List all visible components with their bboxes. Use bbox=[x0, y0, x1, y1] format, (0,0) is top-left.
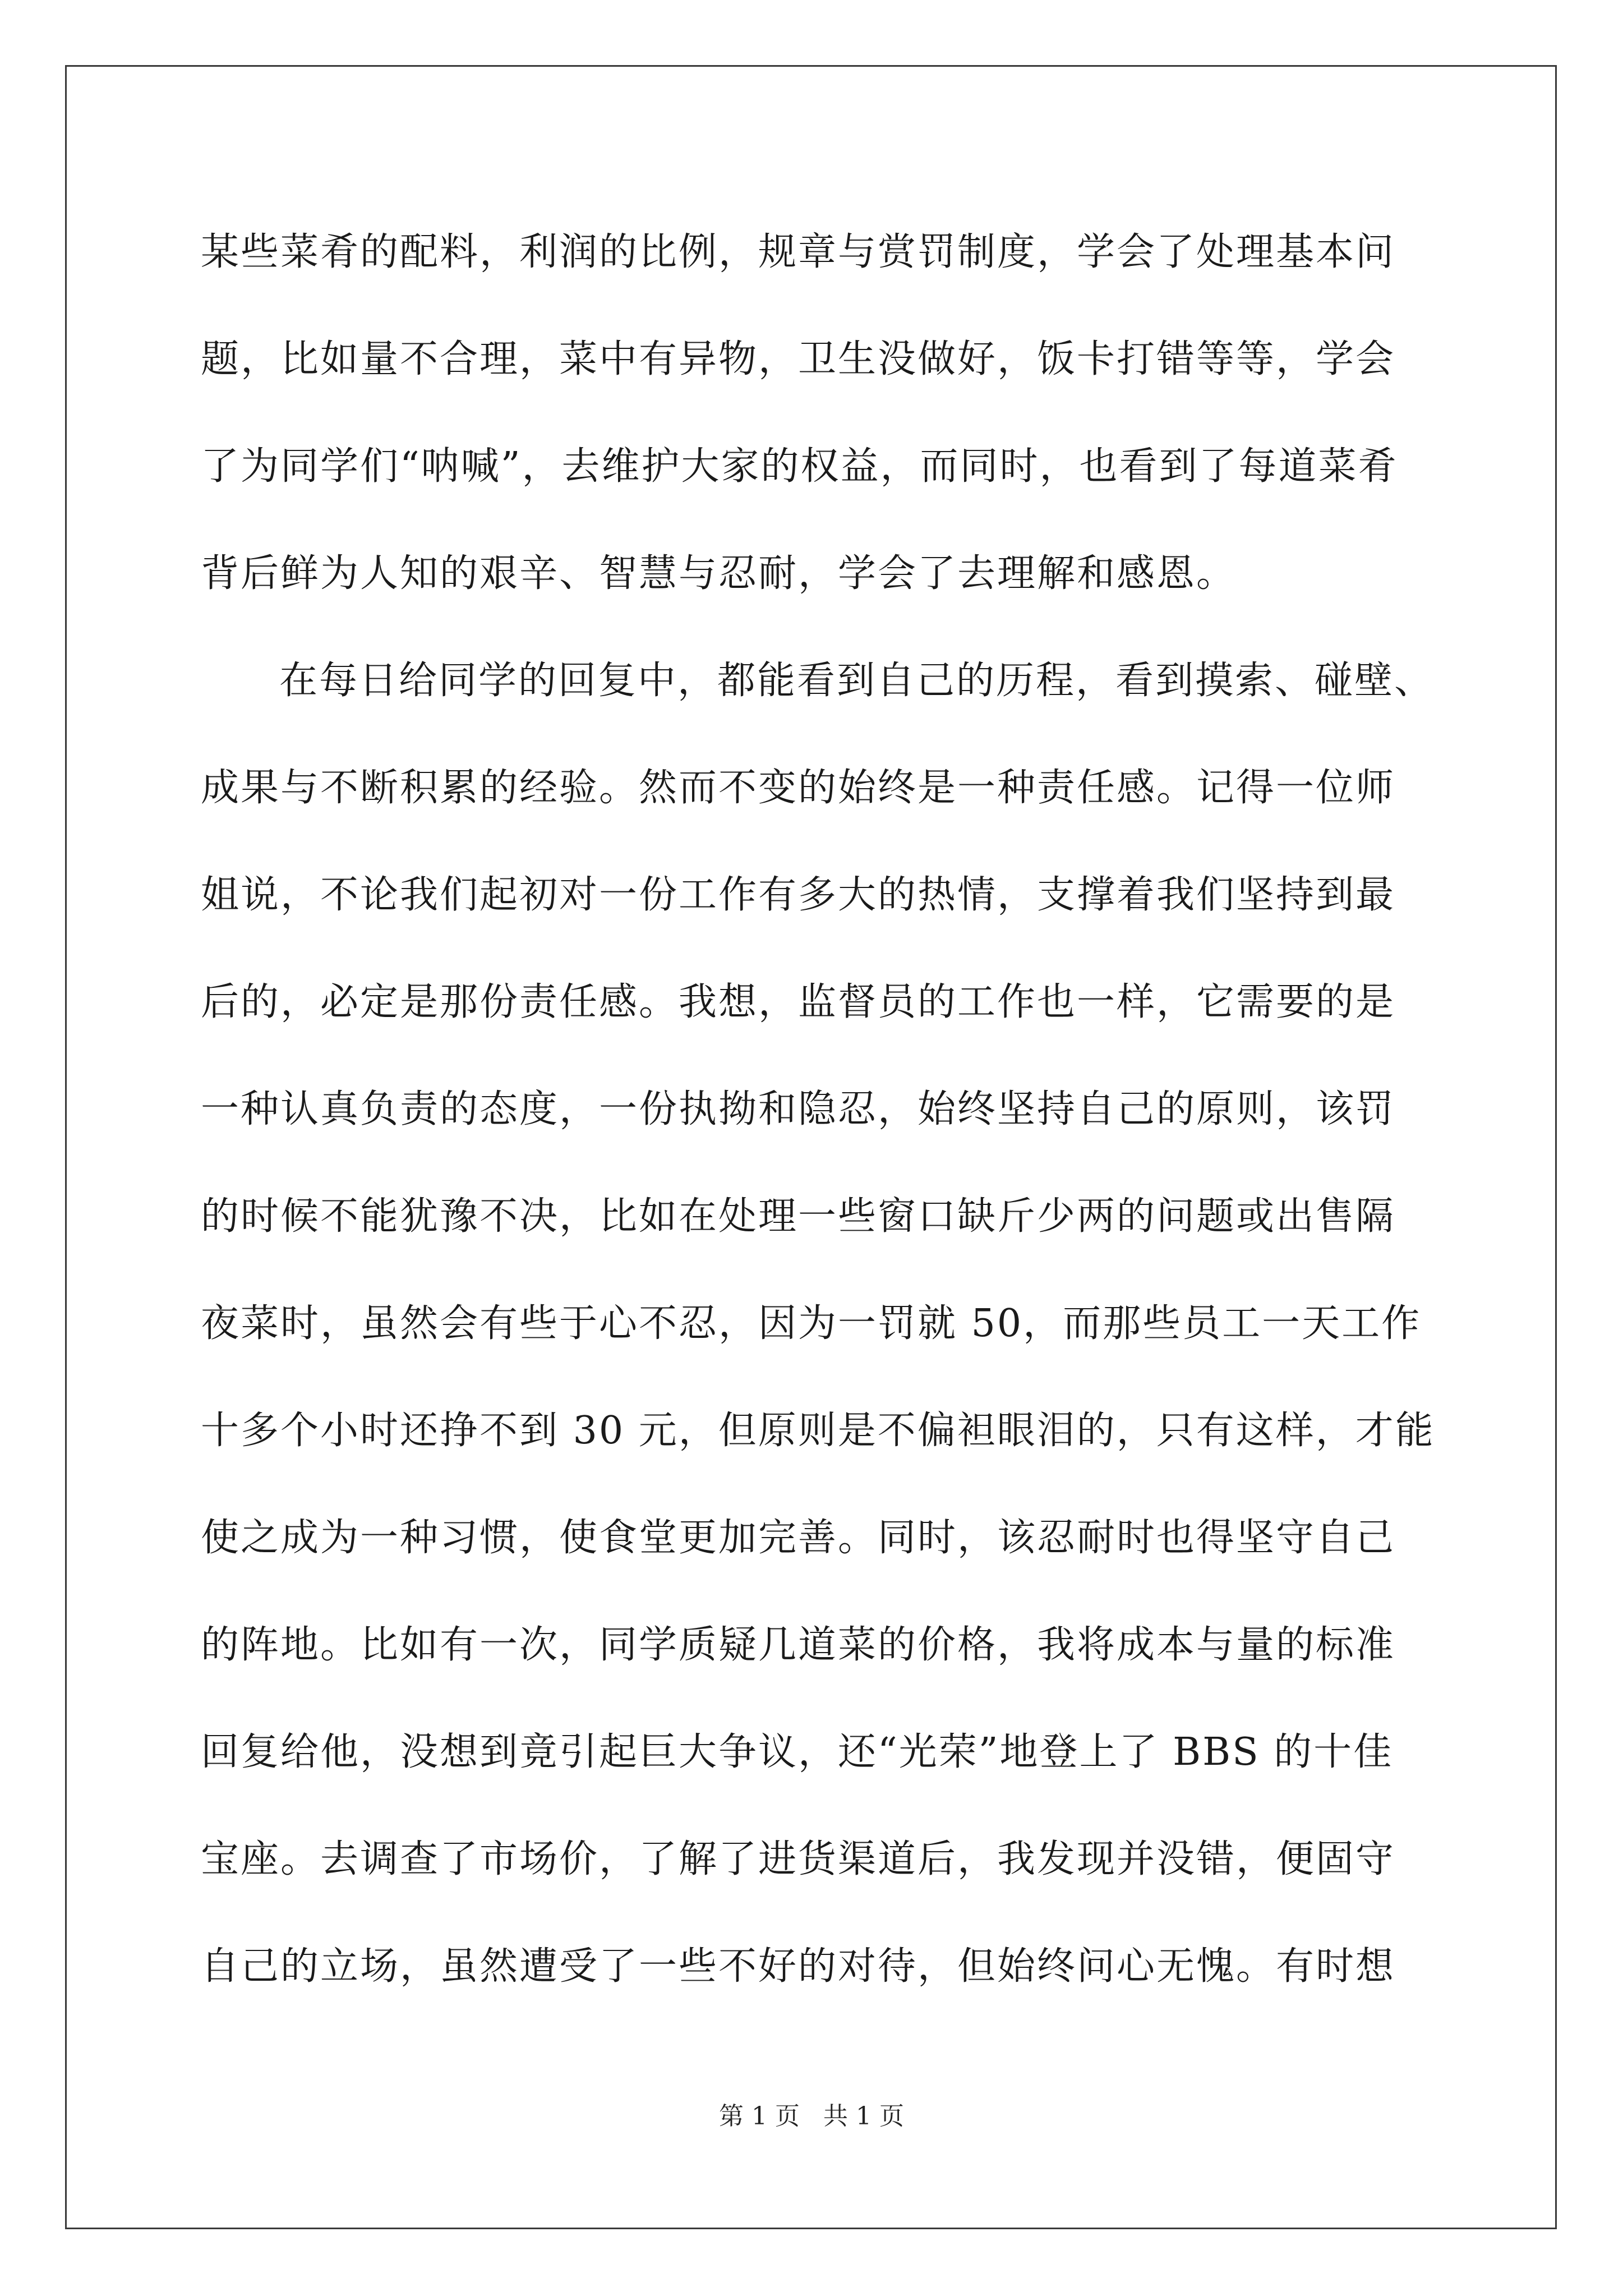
text-line-7: 姐说，不论我们起初对一份工作有多大的热情，支撑着我们坚持到最 bbox=[201, 873, 1396, 917]
text-line-16: 宝座。去调查了市场价，了解了进货渠道后，我发现并没错，便固守 bbox=[201, 1837, 1396, 1881]
text-line-1: 某些菜肴的配料，利润的比例，规章与赏罚制度，学会了处理基本问 bbox=[201, 230, 1396, 274]
text-line-9: 一种认真负责的态度，一份执拗和隐忍，始终坚持自己的原则，该罚 bbox=[201, 1087, 1396, 1131]
text-line-3: 了为同学们“呐喊”，去维护大家的权益，而同时，也看到了每道菜肴 bbox=[201, 444, 1398, 489]
text-line-10: 的时候不能犹豫不决，比如在处理一些窗口缺斤少两的问题或出售隔 bbox=[201, 1194, 1396, 1239]
text-line-6: 成果与不断积累的经验。然而不变的始终是一种责任感。记得一位师 bbox=[201, 766, 1396, 810]
text-line-2: 题，比如量不合理，菜中有异物，卫生没做好，饭卡打错等等，学会 bbox=[201, 337, 1396, 381]
text-line-13: 使之成为一种习惯，使食堂更加完善。同时，该忍耐时也得坚守自己 bbox=[201, 1516, 1396, 1560]
text-line-8: 后的，必定是那份责任感。我想，监督员的工作也一样，它需要的是 bbox=[201, 980, 1396, 1024]
paragraph-2-first-line: 在每日给同学的回复中，都能看到自己的历程，看到摸索、碰壁、 bbox=[279, 659, 1435, 703]
text-line-15: 回复给他，没想到竟引起巨大争议，还“光荣”地登上了 BBS 的十佳 bbox=[201, 1730, 1394, 1774]
text-line-4: 背后鲜为人知的艰辛、智慧与忍耐，学会了去理解和感恩。 bbox=[201, 551, 1237, 596]
text-line-11: 夜菜时，虽然会有些于心不忍，因为一罚就 50，而那些员工一天工作 bbox=[201, 1301, 1422, 1346]
text-line-17: 自己的立场，虽然遭受了一些不好的对待，但始终问心无愧。有时想 bbox=[201, 1944, 1396, 1989]
page-footer: 第 1 页 共 1 页 bbox=[719, 2102, 904, 2131]
text-line-12: 十多个小时还挣不到 30 元，但原则是不偏袒眼泪的，只有这样，才能 bbox=[201, 1409, 1435, 1453]
page-border bbox=[65, 65, 1557, 2229]
text-line-14: 的阵地。比如有一次，同学质疑几道菜的价格，我将成本与量的标准 bbox=[201, 1623, 1396, 1667]
